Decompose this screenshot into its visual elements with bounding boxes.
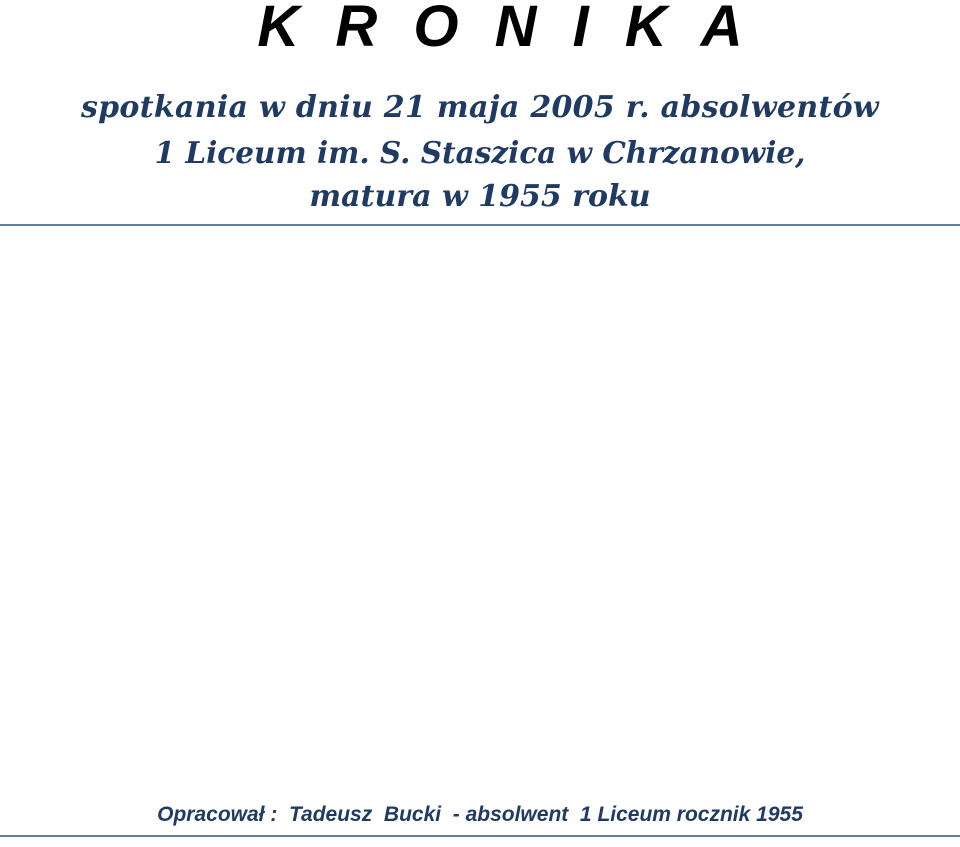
subtitle-line-3: matura w 1955 roku bbox=[309, 179, 651, 214]
subtitle-line-2: 1 Liceum im. S. Staszica w Chrzanowie, bbox=[154, 135, 806, 170]
footer-divider bbox=[0, 835, 960, 837]
document-title: K R O N I K A bbox=[257, 0, 753, 59]
header-divider bbox=[0, 224, 960, 226]
footer-credit: Opracował : Tadeusz Bucki - absolwent 1 Liceum rocznik 1955 bbox=[157, 803, 803, 826]
subtitle-line-1: spotkania w dniu 21 maja 2005 r. absolwentów bbox=[80, 90, 880, 125]
